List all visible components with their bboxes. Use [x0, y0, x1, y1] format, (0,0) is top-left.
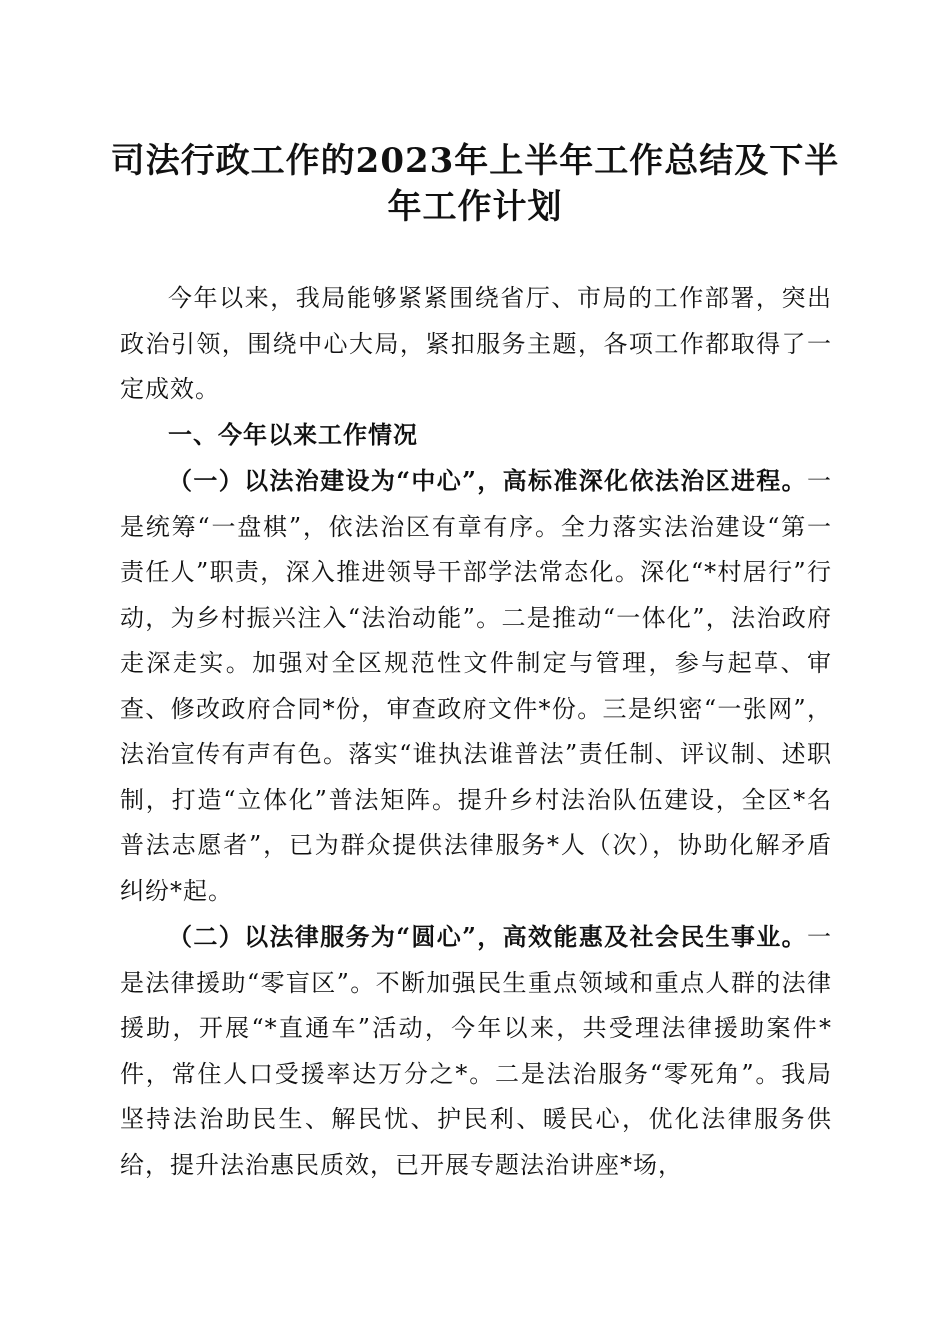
section-heading: 一、今年以来工作情况 [168, 420, 418, 449]
subsection-2-body: 一是法律援助“零盲区”。不断加强民生重点领域和重点人群的法律援助，开展“*直通车”活动，今年以来，共受理法律援助案件*件，常住人口受援率达万分之*。二是法治服务“零死角”。我局坚持法治助民生、解民忧、护民利、暖民心，优化法律服务供给，提升法治惠民质效，已开展专题法治讲座*场， [120, 923, 832, 1179]
intro-paragraph: 今年以来，我局能够紧紧围绕省厅、市局的工作部署，突出政治引领，围绕中心大局，紧扣服务主题，各项工作都取得了一定成效。 [120, 284, 832, 403]
document-body [120, 276, 832, 1188]
subsection-2-lead: （二）以法律服务为“圆心”，高效能惠及社会民生事业。 [168, 922, 807, 951]
document-title: 司法行政工作的2023年上半年工作总结及下半年工作计划 [110, 141, 840, 227]
subsection-1-lead: （一）以法治建设为“中心”，高标准深化依法治区进程。 [168, 466, 807, 495]
subsection-2-paragraph [120, 914, 832, 1188]
subsection-1-body: 一是统筹“一盘棋”，依法治区有章有序。全力落实法治建设“第一责任人”职责，深入推进领导干部学法常态化。深化“*村居行”行动，为乡村振兴注入“法治动能”。二是推动“一体化”，法治政府走深走实。加强对全区规范性文件制定与管理，参与起草、审查、修改政府合同*份，审查政府文件*份。三是织密“一张网”，法治宣传有声有色。落实“谁执法谁普法”责任制、评议制、述职制，打造“立体化”普法矩阵。提升乡村法治队伍建设，全区*名普法志愿者”，已为群众提供法律服务*人（次），协助化解矛盾纠纷*起。 [120, 467, 832, 905]
subsection-1-paragraph [120, 458, 832, 914]
